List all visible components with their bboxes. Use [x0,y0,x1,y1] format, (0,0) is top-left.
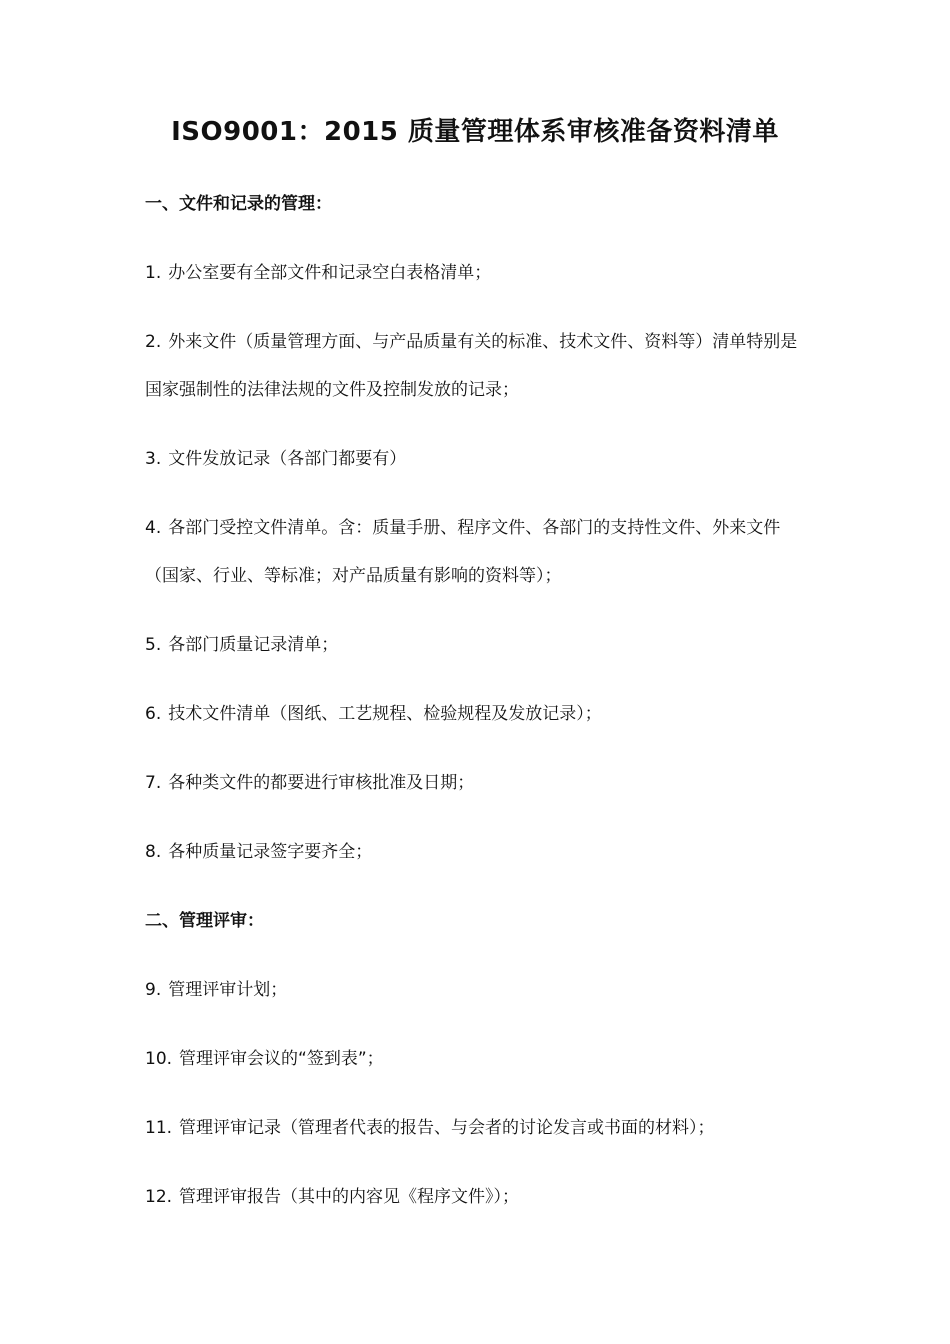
list-item [145,249,810,297]
section-heading-document-records: 一、文件和记录的管理： [145,194,332,214]
item-text: 外来文件（质量管理方面、与产品质量有关的标准、技术文件、资料等）清单特别是国家强制性的法律法规的文件及控制发放的记录； [145,332,798,400]
item-number: 11. [145,1118,173,1138]
item-number: 7. [145,773,162,793]
list-item [145,759,810,807]
item-text: 管理评审报告（其中的内容见《程序文件》）； [179,1187,520,1207]
item-number: 4. [145,518,162,538]
document-body [145,180,810,1242]
document-title: ISO9001：2015 质量管理体系审核准备资料清单 [171,117,779,147]
item-text: 各部门质量记录清单； [168,635,339,655]
item-text: 办公室要有全部文件和记录空白表格清单； [168,263,492,283]
item-text: 各种质量记录签字要齐全； [168,842,373,862]
item-number: 5. [145,635,162,655]
item-text: 管理评审记录（管理者代表的报告、与会者的讨论发言或书面的材料）； [179,1118,715,1138]
list-item [145,966,810,1014]
list-item [145,621,810,669]
item-number: 10. [145,1049,173,1069]
list-item [145,828,810,876]
item-number: 3. [145,449,162,469]
item-number: 2. [145,332,162,352]
item-text: 各种类文件的都要进行审核批准及日期； [168,773,475,793]
item-number: 8. [145,842,162,862]
item-text: 管理评审计划； [168,980,288,1000]
item-number: 6. [145,704,162,724]
item-text: 技术文件清单（图纸、工艺规程、检验规程及发放记录）； [168,704,602,724]
item-number: 1. [145,263,162,283]
list-item [145,1035,810,1083]
list-item [145,504,810,600]
item-text: 管理评审会议的“签到表”； [179,1049,384,1069]
item-number: 9. [145,980,162,1000]
item-text: 各部门受控文件清单。含：质量手册、程序文件、各部门的支持性文件、外来文件（国家、行业、等标准；对产品质量有影响的资料等）； [145,518,781,586]
item-number: 12. [145,1187,173,1207]
list-item [145,435,810,483]
section-heading-management-review: 二、管理评审： [145,911,264,931]
list-item [145,1173,810,1221]
list-item [145,1104,810,1152]
list-item [145,318,810,414]
list-item [145,690,810,738]
item-text: 文件发放记录（各部门都要有） [168,449,407,469]
